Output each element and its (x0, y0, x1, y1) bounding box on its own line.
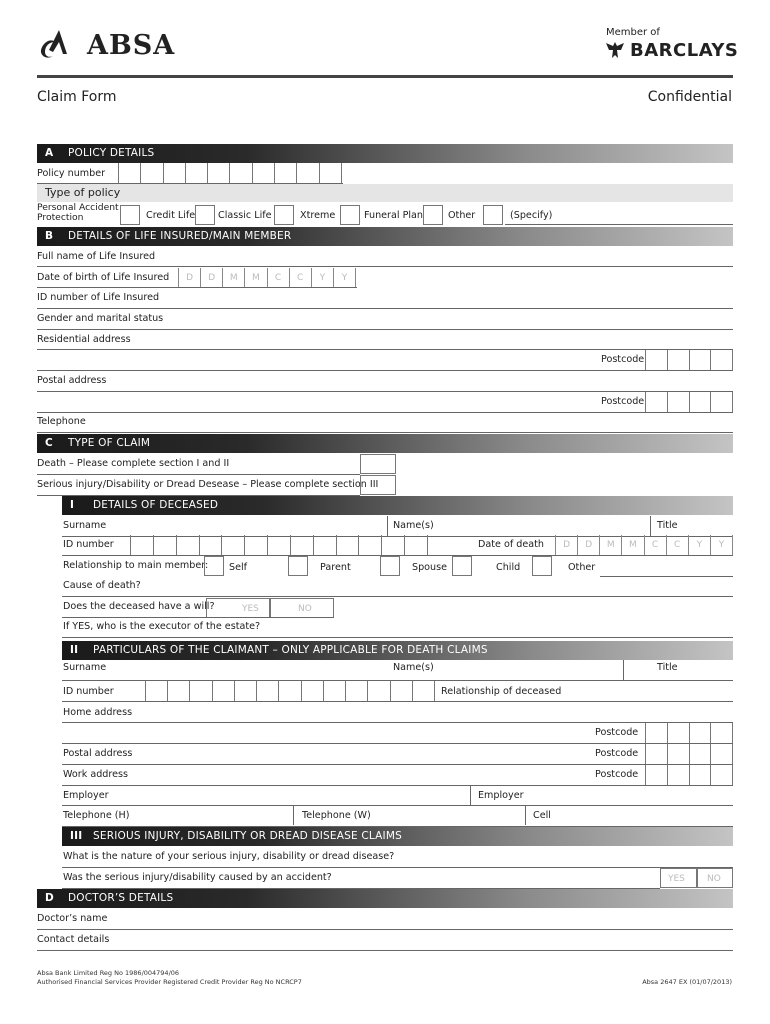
employer-line[interactable] (62, 805, 733, 806)
deceased-names-label: Name(s) (393, 520, 434, 531)
section-c-header (37, 434, 733, 453)
section-title: DETAILS OF LIFE INSURED/MAIN MEMBER (68, 230, 292, 242)
credit-life-checkbox[interactable] (195, 205, 215, 225)
section-title: SERIOUS INJURY, DISABILITY OR DREAD DISEASE CLAIMS (93, 830, 402, 842)
postal-postcode-boxes[interactable] (645, 392, 733, 412)
home-postcode-boxes[interactable] (645, 723, 733, 743)
full-name-line[interactable] (37, 266, 733, 267)
rel-spouse-checkbox[interactable] (380, 556, 400, 576)
will-no-label: NO (298, 604, 312, 614)
rel-spouse-label: Spouse (412, 562, 448, 573)
section-c3-header (62, 827, 733, 846)
footer-fsp: Authorised Financial Services Provider Registered Credit Provider Reg No NCRCP7 (37, 978, 302, 986)
policy-type-pa-line1: Personal Accident (37, 202, 119, 213)
postal-postcode-boxes[interactable] (645, 744, 733, 764)
postal-address-label: Postal address (37, 375, 107, 386)
rel-other-checkbox[interactable] (532, 556, 552, 576)
will-label: Does the deceased have a will? (63, 601, 215, 612)
section-c1-header (62, 496, 733, 515)
claimant-id-label: ID number (63, 686, 114, 697)
home-address-label: Home address (63, 707, 133, 718)
rel-parent-label: Parent (320, 562, 351, 573)
accident-label: Was the serious injury/disability caused by an accident? (63, 872, 332, 883)
policy-type-funeral-plan: Funeral Plan (364, 210, 424, 221)
date-of-death-label: Date of death (478, 539, 544, 550)
id-number-line[interactable] (37, 308, 733, 309)
absa-logo-icon (37, 28, 81, 60)
contact-details-label: Contact details (37, 934, 110, 945)
confidential-label: Confidential (647, 89, 732, 105)
gender-line[interactable] (37, 329, 733, 330)
policy-number-label: Policy number (37, 168, 106, 179)
footer-reg: Absa Bank Limited Reg No 1986/004794/06 (37, 969, 180, 977)
contact-details-line[interactable] (37, 950, 733, 951)
accident-no-label: NO (707, 874, 721, 884)
rel-other-label: Other (568, 562, 596, 573)
residential-line-1[interactable] (37, 349, 733, 350)
barclays-logo (604, 40, 739, 62)
tel-w-label: Telephone (W) (302, 810, 371, 821)
absa-logo (37, 28, 189, 62)
doctor-name-label: Doctor’s name (37, 913, 108, 924)
telephone-label: Telephone (37, 416, 86, 427)
header-rule (37, 75, 733, 78)
cell-label: Cell (533, 810, 551, 821)
section-a-header (37, 144, 733, 163)
type-of-policy-bar (37, 184, 733, 202)
type-of-policy-heading: Type of policy (45, 186, 121, 199)
specify-line[interactable] (505, 224, 733, 225)
section-letter: B (45, 230, 54, 242)
section-letter: I (70, 499, 75, 511)
claimant-relationship-label: Relationship of deceased (441, 686, 562, 697)
xtreme-checkbox[interactable] (340, 205, 360, 225)
policy-type-xtreme: Xtreme (300, 210, 336, 221)
funeral-plan-checkbox[interactable] (423, 205, 443, 225)
section-title: POLICY DETAILS (68, 147, 155, 159)
cause-of-death-label: Cause of death? (63, 580, 141, 591)
section-letter: A (45, 147, 54, 159)
claimant-title-label: Title (657, 662, 678, 673)
residential-address-label: Residential address (37, 334, 131, 345)
page-title: Claim Form (37, 89, 117, 105)
section-letter: II (70, 644, 79, 656)
gender-marital-label: Gender and marital status (37, 313, 164, 324)
other-checkbox[interactable] (483, 205, 503, 225)
section-c2-header (62, 641, 733, 660)
policy-type-credit-life: Credit Life (146, 210, 196, 221)
work-postcode-boxes[interactable] (645, 765, 733, 785)
postal-line-1[interactable] (37, 391, 733, 392)
postcode-label: Postcode (595, 748, 639, 759)
footer-form-code: Absa 2647 EX (01/07/2013) (642, 978, 732, 986)
claim-serious-checkbox[interactable] (360, 475, 396, 495)
section-letter: C (45, 437, 53, 449)
claim-serious-label: Serious injury/Disability or Dread Desease – Please complete section III (37, 479, 379, 490)
barclays-logo-text: BARCLAYS (630, 40, 739, 61)
section-title: TYPE OF CLAIM (68, 437, 151, 449)
policy-type-classic-life: Classic Life (218, 210, 272, 221)
rel-self-checkbox[interactable] (204, 556, 224, 576)
telephone-line[interactable] (37, 432, 733, 433)
executor-line[interactable] (62, 637, 733, 638)
date-of-death-boxes[interactable]: D D M M C C Y Y (555, 535, 733, 555)
home-line-1[interactable] (62, 722, 733, 723)
injury-nature-label: What is the nature of your serious injury, disability or dread disease? (63, 851, 395, 862)
section-d-header (37, 889, 733, 908)
claimant-id-boxes[interactable] (145, 681, 435, 701)
policy-type-specify: (Specify) (510, 210, 553, 221)
postcode-label: Postcode (595, 769, 639, 780)
policy-type-pa-line2: Protection (37, 212, 84, 223)
claim-death-checkbox[interactable] (360, 454, 396, 474)
claimant-postal-label: Postal address (63, 748, 133, 759)
accident-yes-label: YES (668, 874, 685, 884)
eagle-icon (604, 40, 626, 60)
section-title: DOCTOR’S DETAILS (68, 892, 174, 904)
will-yes-label: YES (242, 604, 259, 614)
deceased-title-label: Title (657, 520, 678, 531)
executor-label: If YES, who is the executor of the estate? (63, 621, 261, 632)
doctor-name-line[interactable] (37, 929, 733, 930)
claimant-surname-label: Surname (63, 662, 107, 673)
tel-h-label: Telephone (H) (63, 810, 130, 821)
postcode-label: Postcode (601, 396, 645, 407)
rel-other-line[interactable] (600, 576, 733, 577)
claim-death-label: Death – Please complete section I and II (37, 458, 230, 469)
policy-type-other: Other (448, 210, 476, 221)
employer-label-2: Employer (478, 790, 524, 801)
deceased-surname-label: Surname (63, 520, 107, 531)
member-of-text: Member of (606, 27, 660, 38)
postcode-label: Postcode (601, 354, 645, 365)
postcode-label: Postcode (595, 727, 639, 738)
cause-line[interactable] (62, 596, 733, 597)
claimant-names-label: Name(s) (393, 662, 434, 673)
employer-label: Employer (63, 790, 109, 801)
section-letter: D (45, 892, 54, 904)
will-yes-box[interactable] (206, 598, 270, 618)
work-address-label: Work address (63, 769, 129, 780)
section-title: PARTICULARS OF THE CLAIMANT – ONLY APPLICABLE FOR DEATH CLAIMS (93, 644, 488, 656)
injury-nature-line[interactable] (62, 867, 733, 868)
rel-child-label: Child (496, 562, 521, 573)
deceased-id-boxes[interactable] (130, 535, 428, 555)
dob-date-boxes[interactable]: D D M M C C Y Y (178, 268, 356, 288)
personal-accident-checkbox[interactable] (120, 205, 140, 225)
policy-number-boxes[interactable] (118, 163, 342, 183)
section-letter: III (70, 830, 83, 842)
relationship-label: Relationship to main member: (63, 560, 209, 571)
deceased-id-label: ID number (63, 539, 114, 550)
rel-parent-checkbox[interactable] (288, 556, 308, 576)
dob-label: Date of birth of Life Insured (37, 272, 170, 283)
section-title: DETAILS OF DECEASED (93, 499, 219, 511)
full-name-label: Full name of Life Insured (37, 251, 156, 262)
rel-self-label: Self (229, 562, 248, 573)
residential-postcode-boxes[interactable] (645, 350, 733, 370)
absa-logo-text: ABSA (87, 30, 176, 61)
rel-child-checkbox[interactable] (452, 556, 472, 576)
classic-life-checkbox[interactable] (274, 205, 294, 225)
section-b-header (37, 227, 733, 246)
id-number-label: ID number of Life Insured (37, 292, 160, 303)
